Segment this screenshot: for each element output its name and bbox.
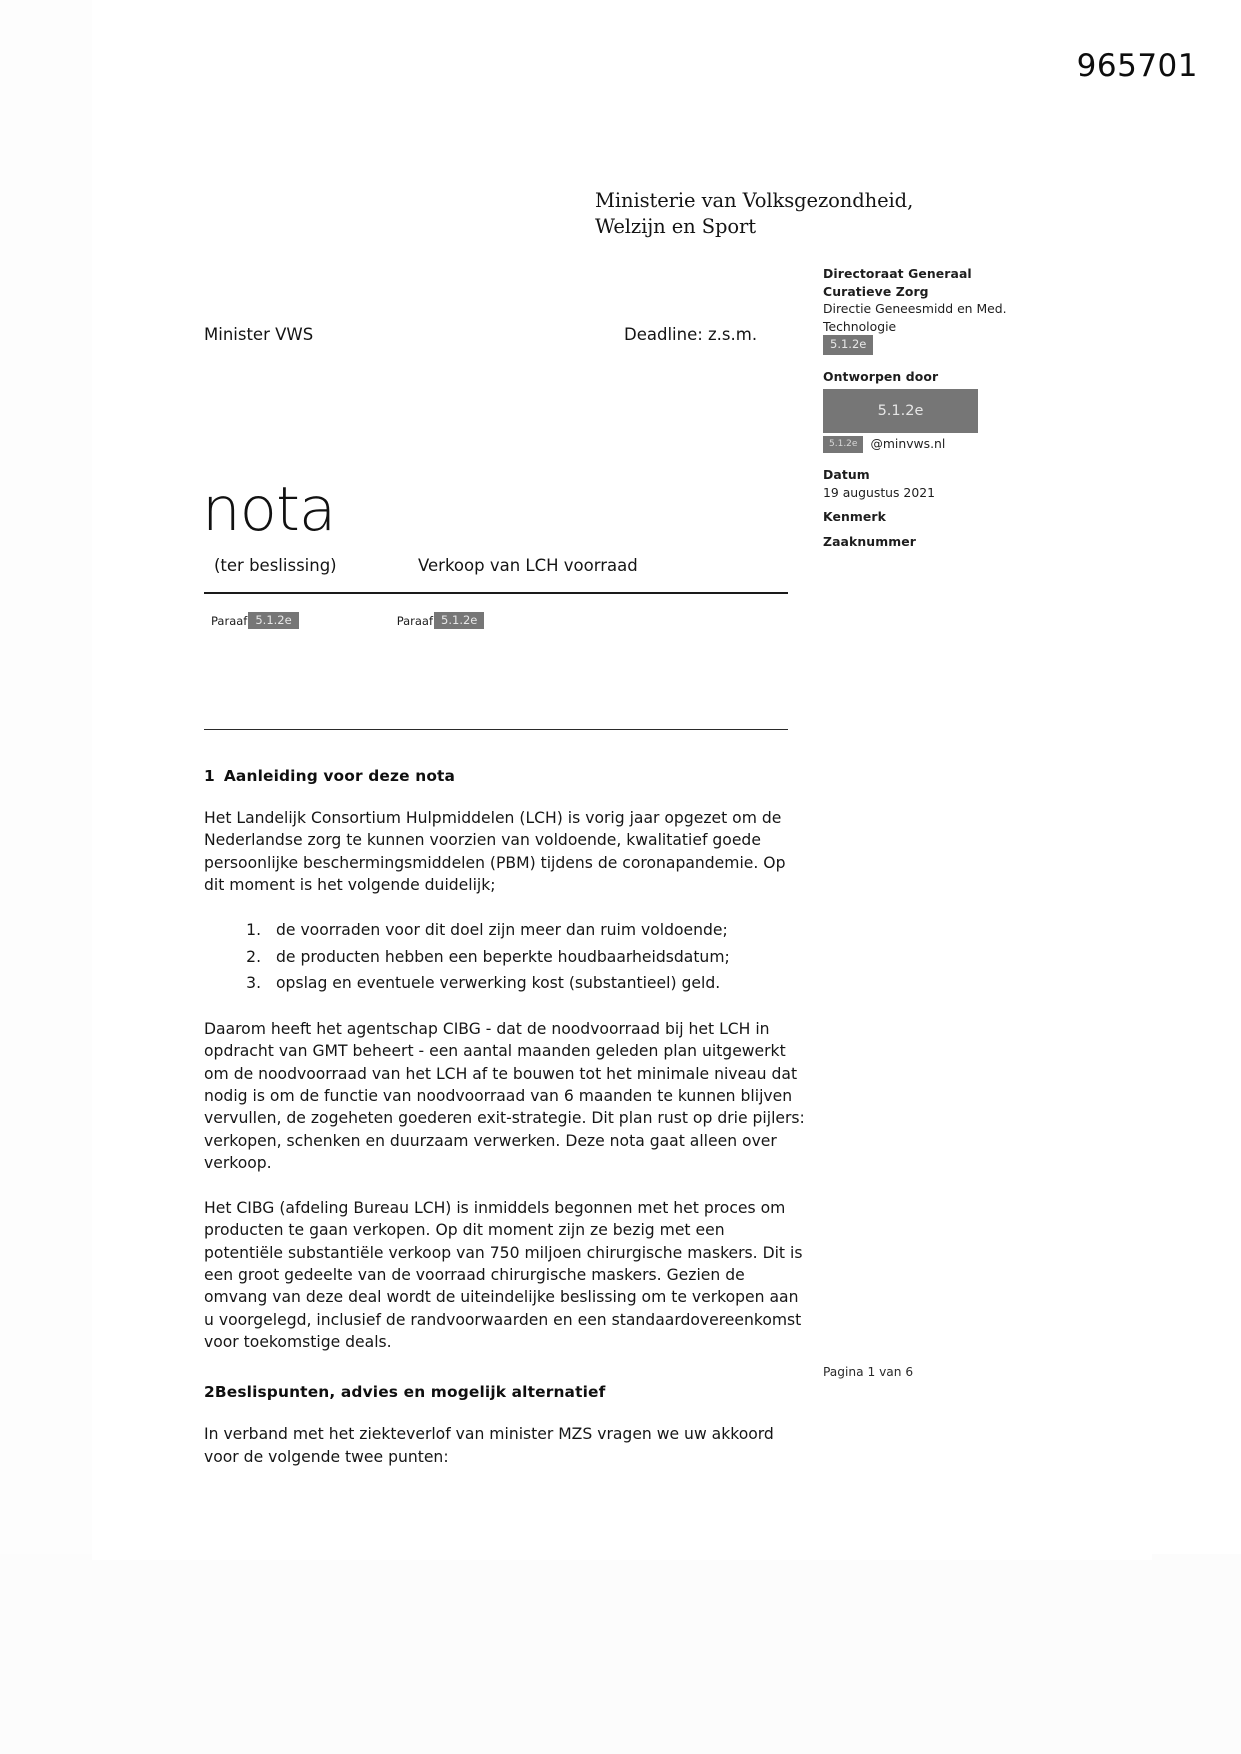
title-divider	[204, 592, 788, 594]
metadata-column	[823, 265, 1033, 550]
addressee: Minister VWS	[204, 325, 314, 344]
kenmerk-label: Kenmerk	[823, 509, 886, 525]
email-row	[823, 435, 1033, 453]
paraaf-group-2	[397, 612, 485, 629]
ministry-header	[595, 188, 913, 240]
redaction-box-paraaf-2: 5.1.2e	[434, 612, 484, 629]
author-label: Ontworpen door	[823, 368, 939, 384]
org-line-1: Directoraat Generaal	[823, 266, 972, 281]
dept-redaction-wrap	[823, 335, 1033, 354]
section-1-paragraph-1: Het Landelijk Consortium Hulpmiddelen (LCH) is vorig jaar opgezet om de Nederlandse zorg te kunnen voorzien van voldoende, kwalitatief goede persoonlijke beschermingsmiddelen (PBM) tijdens de coronapandemie. Op dit moment is het volgende duidelijk;	[204, 809, 786, 894]
list-item: 1. de voorraden voor dit doel zijn meer dan ruim voldoende;	[266, 919, 808, 941]
paraaf-label-2: Paraaf	[396, 613, 434, 628]
email-domain: @minvws.nl	[870, 436, 946, 452]
nota-subject: Verkoop van LCH voorraad	[418, 556, 638, 575]
section-1-paragraph-2: Daarom heeft het agentschap CIBG - dat de noodvoorraad bij het LCH in opdracht van GMT beheert - een aantal maanden geleden plan uitgewerkt om de noodvoorraad van het LCH af te bouwen tot het minimale niveau dat nodig is om de functie van noodvoorraad van 6 maanden te kunnen blijven vervullen, de zogeheten goederen exit-strategie. Dit plan rust op drie pijlers: verkopen, schenken en duurzaam verwerken. Deze nota gaat alleen over verkoop.	[204, 1020, 805, 1172]
date-label: Datum	[823, 466, 870, 482]
meta-spacer-3	[823, 501, 1033, 508]
section-1-number: 1	[204, 767, 215, 785]
section-2-paragraph-1: In verband met het ziekteverlof van minister MZS vragen we uw akkoord voor de volgende twee punten:	[204, 1425, 774, 1466]
section-1-title: Aanleiding voor deze nota	[223, 767, 456, 785]
meta-spacer-2	[823, 453, 1033, 466]
org-line-2: Curatieve Zorg	[823, 283, 929, 299]
section-2-number: 2	[204, 1383, 215, 1402]
section-2-heading	[204, 1381, 808, 1403]
list-item: 2. de producten hebben een beperkte houdbaarheidsdatum;	[266, 946, 808, 968]
paraaf-group-1	[211, 612, 299, 629]
redaction-box-paraaf-1: 5.1.2e	[248, 612, 298, 629]
ministry-line-2: Welzijn en Sport	[595, 214, 756, 238]
list-item: 3. opslag en eventuele verwerking kost (substantieel) geld.	[266, 972, 808, 994]
redaction-box-email: 5.1.2e	[823, 436, 863, 453]
section-1-paragraph-3: Het CIBG (afdeling Bureau LCH) is inmiddels begonnen met het proces om producten te gaan verkopen. Op dit moment zijn ze bezig met een potentiële substantiële verkoop van 750 miljoen chirurgische maskers. Dit is een groot gedeelte van de voorraad chirurgische maskers. Gezien de omvang van deze deal wordt de uiteindelijke beslissing om te verkopen aan u voorgelegd, inclusief de randvoorwaarden en een standaardovereenkomst voor toekomstige deals.	[204, 1199, 803, 1351]
body-divider	[204, 729, 788, 730]
paraaf-row	[211, 612, 484, 629]
date-value: 19 augustus 2021	[823, 484, 935, 500]
deadline: Deadline: z.s.m.	[624, 325, 758, 344]
paraaf-label-1: Paraaf	[211, 613, 248, 628]
redaction-box-dept: 5.1.2e	[823, 335, 873, 354]
ministry-line-1: Ministerie van Volksgezondheid,	[595, 189, 914, 212]
dept-line-2: Technologie	[823, 318, 897, 334]
page-title: nota	[202, 474, 336, 545]
scan-margin-left	[0, 0, 92, 1754]
document-number: 965701	[1076, 48, 1198, 84]
meta-spacer-4	[823, 526, 1033, 533]
redaction-box-author: 5.1.2e	[823, 389, 978, 433]
zaaknummer-label: Zaaknummer	[823, 533, 916, 549]
meta-spacer-1	[823, 355, 1033, 368]
section-1-heading	[204, 765, 808, 787]
section-2-title: Beslispunten, advies en mogelijk alternatief	[214, 1383, 606, 1402]
document-body	[204, 765, 808, 1491]
nota-type: (ter beslissing)	[214, 556, 337, 575]
dept-line-1: Directie Geneesmidd en Med.	[823, 301, 1007, 317]
page-footer: Pagina 1 van 6	[823, 1365, 914, 1379]
section-1-list	[204, 919, 808, 994]
scan-margin-bottom	[0, 1554, 1241, 1754]
